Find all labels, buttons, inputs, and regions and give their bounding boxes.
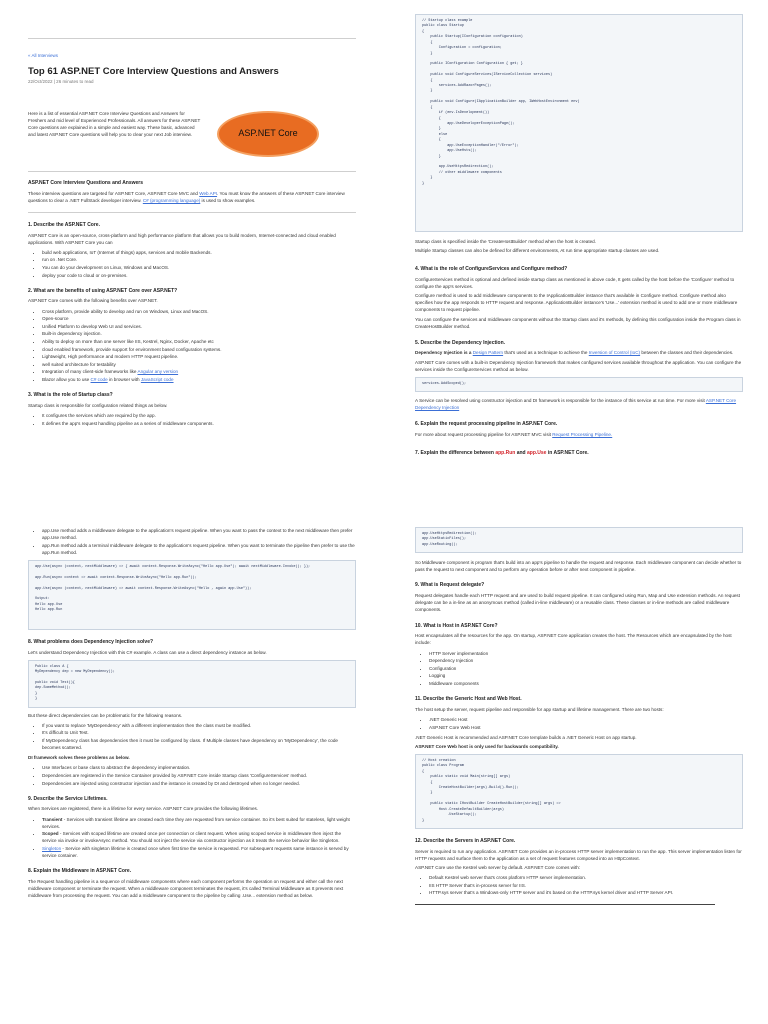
- list-item: • If you want to replace 'MyDependency' with a different implementation then the class must be modified.: [42, 722, 356, 729]
- app-use-code-block: app.Use(async (context, nextMiddleware) => { await context.Response.WriteAsync("Hello app.Use"); await nextMiddleware.Invoke(); }); app.Run(async context => await context.Response.WriteAsync("Hello app.Run")); app.Use(async (context, nextMiddleware) => await context.Response.WriteAsync("Hello , again app.Use")); Output: Hello app.Use Hello app.Run: [28, 560, 356, 630]
- aspnet-core-logo: [217, 111, 319, 157]
- list-item: • Logging: [429, 672, 743, 679]
- question-heading: 3. What is the role of Startup class?: [28, 392, 113, 399]
- question-heading: 9. What is Request delegate?: [415, 582, 485, 589]
- answer-text: Startup class is specified inside the 'CreateHostBuilder' method when the host is created.: [415, 239, 597, 244]
- list-item: • Default Kestrel web server that's cross platform HTTP server implementation.: [429, 874, 743, 881]
- list-item: • It defines the app's request handling pipeline as a series of middleware components.: [42, 420, 356, 427]
- answer-text: Request delegates handle each HTTP request and are used to build request pipeline. It can configured using Run, Map and Use extension methods. An request delegate can be a in-line as an anonymous method (called in-line middleware) or a reusable class. These classes or in-line methods are called middleware components.: [415, 593, 741, 613]
- answer-text: ASP.NET Core is an open-source, cross-platform and high performance platform that allows you to build modern, Internet-connected and cloud enabled applications. With ASP.NET Core you can: [28, 232, 336, 245]
- design-pattern-link[interactable]: Design Pattern: [472, 350, 504, 356]
- answer-text: The Request handling pipeline is a sequence of middleware components where each component performs the operation on request and either call the next middleware component or terminate the request. When a middleware component terminates the request, it's called Terminal Middleware as It prevents next middleware from processing the request. You can add a middleware component to the pipeline by calling .Use... extension method as below.: [28, 879, 344, 899]
- all-interviews-link[interactable]: « All Interviews: [28, 53, 59, 58]
- page-end-divider: [415, 904, 715, 905]
- answer-text: ASP.NET Core comes with the following benefits over ASP.NET.: [28, 298, 158, 304]
- answer-list: [42, 722, 356, 751]
- list-item: • Blazor allow you to use C# code in browser with JavaScript code: [42, 376, 356, 383]
- list-item: • app.Run method adds a terminal middleware delegate to the application's request pipeline. When you want to terminate the pipeline then prefer to use the app.Run method.: [42, 542, 356, 556]
- list-item: • It's difficult to Unit Test.: [42, 729, 356, 736]
- question-heading: 12. Describe the Servers in ASP.NET Core.: [415, 837, 516, 844]
- answer-text: Startup class is responsible for configuration related things as below.: [28, 402, 168, 408]
- answer-text: ConfigureServices method is optional and defined inside startup class as mentioned in above code, It gets called by the host before the 'Configure' method to configure the app's services.: [415, 276, 735, 290]
- answer-text: So Middleware component is program that's build into an app's pipeline to handle the request and response. Each middleware component can decide whether to pass the request to next component and to perform any operation before or after next component in pipeline.: [415, 560, 742, 573]
- list-item: • It configures the services which are required by the app.: [42, 412, 356, 419]
- answer-list: [429, 650, 743, 688]
- list-item: • Transient - Services with transient lifetime are created each time they are requested from service container. So it's best suited for stateless, light weight services.: [42, 816, 356, 830]
- middleware-code-block: app.UseHttpsRedirection(); app.UseStaticFiles(); app.UseRouting();: [415, 527, 743, 553]
- list-item: • deploy your code to cloud or on-premises.: [42, 272, 356, 279]
- answer-list: [42, 527, 356, 556]
- top-divider: [28, 38, 356, 39]
- answer-list: [42, 816, 356, 860]
- ioc-link[interactable]: Inversion of Control (IoC): [588, 350, 641, 356]
- list-item: • IIS HTTP Server that's in-process server for IIS.: [429, 882, 743, 889]
- list-item: • HTTP Server implementation: [429, 650, 743, 657]
- section-intro: These interview questions are targeted for ASP.NET Core, ASP.NET Core MVC and Web API. You must know the answers of these ASP.NET Core interview questions to clear a .NET FullStack developer interview. C# (programming language) is used to show examples.: [28, 190, 345, 203]
- answer-list: [42, 764, 356, 786]
- question-heading: 1. Describe the ASP.NET Core.: [28, 221, 100, 228]
- answer-text: Dependency Injection is a Design Pattern that's used as a technique to achieve the Inversion of Control (IoC) between the classes and their dependencies.: [415, 350, 734, 356]
- answer-text: For more about request processing pipeline for ASP.NET MVC visit Request Processing Pipeline.: [415, 432, 613, 438]
- answer-text: DI framework solves these problems as below.: [28, 755, 130, 761]
- answer-list: [42, 412, 356, 427]
- services-code-block: services.AddScoped();: [415, 377, 743, 392]
- question-heading: 6. Explain the request processing pipeline in ASP.NET Core.: [415, 421, 558, 428]
- question-heading: 11. Describe the Generic Host and Web Host.: [415, 696, 522, 703]
- answer-list: [429, 716, 743, 731]
- list-item: • Singleton - Service with singleton lifetime is created once when first time the service is requested. For subsequent requests same instance is served by service container.: [42, 845, 356, 859]
- angular-link[interactable]: Angular any version: [137, 369, 179, 375]
- singleton-link[interactable]: Singleton: [42, 846, 62, 852]
- page-1: [18, 0, 366, 505]
- answer-text: ASP.NET Core use the Kestrel web server by default. ASP.NET Core comes with:: [415, 864, 581, 870]
- startup-code-block: // Startup class example public class Startup { public Startup(IConfiguration configuration) { Configuration = configuration; } public IConfiguration Configuration { get; } public void ConfigureServices(IServiceCollection services) { services.AddRazorPages(); } public void Configure(IApplicationBuilder app, IWebHostEnvironment env) { if (env.IsDevelopment()) { app.UseDeveloperExceptionPage(); } else { app.UseExceptionHandler("/Error"); app.UseHsts(); } app.UseHttpsRedirection(); // other middleware components } }: [415, 14, 743, 232]
- question-heading: 7. Explain the difference between app.Run and app.Use in ASP.NET Core.: [415, 450, 589, 457]
- answer-text: But these direct dependencies can be problematic for the following reasons.: [28, 712, 183, 718]
- question-heading: 2. What are the benefits of using ASP.NET Core over ASP.NET?: [28, 287, 178, 294]
- answer-list: [42, 308, 356, 384]
- section-divider: [28, 171, 356, 172]
- answer-text: .NET Generic Host is recommended and ASP.NET Core template builds a .NET Generic Host on app startup.: [415, 734, 637, 740]
- page-2: [405, 0, 753, 505]
- list-item: • Dependencies are injected using constructor injection and the instance is created by DI and destroyed when no longer needed.: [42, 780, 356, 787]
- list-item: • run on .Net Core.: [42, 256, 356, 263]
- request-pipeline-link[interactable]: Request Processing Pipeline.: [552, 432, 613, 438]
- question-heading: 10. What is Host in ASP.NET Core?: [415, 622, 498, 629]
- list-item: • Unified Platform to develop Web UI and services.: [42, 323, 356, 330]
- answer-text: You can configure the services and middleware components without the Startup class and it's methods, by defining this configuration inside the Program class in CreateHostBuilder method.: [415, 316, 741, 329]
- answer-text: The host setup the server, request pipeline and responsible for app startup and lifetime management. There are two hosts:: [415, 706, 664, 712]
- answer-text: Configure method is used to add middleware components to the IApplicationBuilder instance that's available in Configure method. Configure method also specifies how the app responds to HTTP request and response. ApplicationBuilder instance's 'Use...' extension method is used to add one or more middleware components to request pipeline.: [415, 293, 738, 313]
- question-heading: 9. Describe the Service Lifetimes.: [28, 795, 108, 802]
- list-item: • .NET Generic Host: [429, 716, 743, 723]
- answer-list: [429, 874, 743, 896]
- answer-text: Host encapsulates all the resources for the app. On startup, ASP.NET Core application creates the host. The Resources which are encapsulated by the host include:: [415, 633, 732, 646]
- dependency-code-block: Public class A { MyDependency dep = new MyDependency(); public void Test(){ dep.SomeMethod(); } }: [28, 660, 356, 708]
- list-item: • cloud enabled framework, provide support for environment based configuration systems.: [42, 346, 356, 353]
- list-item: • Middleware components: [429, 680, 743, 687]
- post-meta: 22/Oct/2022 | 26 minutes to read: [28, 78, 94, 84]
- question-heading: 8. Explain the Middleware in ASP.NET Core.: [28, 868, 132, 875]
- csharp-link[interactable]: C# (programming language): [142, 197, 201, 203]
- answer-text: Let's understand Dependency Injection with this C# example. A class can use a direct dependency instance as below.: [28, 649, 267, 655]
- answer-text: Server is required to run any application. ASP.NET Core provides an in-process HTTP server implementation to run the app. This server implementation listen for HTTP requests and surface them to the application as a set of request features composed into an HttpContext.: [415, 848, 742, 861]
- answer-text: A Service can be resolved using constructor injection and DI framework is responsible for the instance of this service at run time. For more visit ASP.NET Core Dependency Injection: [415, 398, 737, 411]
- list-item: • Integration of many client-side frameworks like Angular any version: [42, 368, 356, 375]
- list-item: • build web applications, IoT (Internet of things) apps, services and mobile Backends.: [42, 249, 356, 256]
- di-link[interactable]: ASP.NET Core Dependency Injection: [415, 398, 737, 411]
- question-heading: 8. What problems does Dependency Injection solve?: [28, 638, 154, 645]
- list-item: • Scoped - Services with scoped lifetime are created once per connection or client request. When using scoped service in middleware then inject the service via invoke or invokeAsync method. You should not inject the service via constructor injection as it treats the service behavior like Singleton.: [42, 830, 356, 844]
- question-heading: 4. What is the role of ConfigureServices and Configure method?: [415, 266, 568, 273]
- web-api-link[interactable]: Web API: [199, 190, 218, 196]
- list-item: • app.Use method adds a middleware delegate to the application's request pipeline. When you want to pass the context to the next middleware then prefer app.Use method.: [42, 527, 356, 541]
- answer-text: When Services are registered, there is a lifetime for every service. ASP.NET Core provides the following lifetimes.: [28, 806, 259, 812]
- answer-text: ASP.NET Core Web host is only used for backwards compatibility.: [415, 743, 559, 749]
- answer-list: [42, 249, 356, 279]
- list-item: • Dependencies are registered in the Service Container provided by ASP.NET Core inside Startup class 'ConfigureServices' method.: [42, 772, 356, 779]
- host-code-block: // Host creation public class Program { public static void Main(string[] args) { CreateHostBuilder(args).Build().Run(); } public static IHostBuilder CreateHostBuilder(string[] args) => Host.CreateDefaultBuilder(args) .UseStartup(); }: [415, 754, 743, 829]
- list-item: • Built-in dependency injection.: [42, 330, 356, 337]
- page-3: [18, 515, 366, 1024]
- logo-text: ASP.NET Core: [238, 127, 298, 138]
- list-item: • Configuration: [429, 665, 743, 672]
- page-4: [405, 515, 753, 1024]
- section-divider: [28, 212, 356, 213]
- answer-text: ASP.NET Core comes with a built-in Dependency Injection framework that makes configured services available throughout the application. You can configure the services inside the ConfigureServices method as below.: [415, 359, 742, 372]
- question-heading: 5. Describe the Dependency Injection.: [415, 339, 506, 346]
- answer-text: Multiple Startup classes can also be defined for different environments, At run time appropriate startup classes are used.: [415, 248, 660, 254]
- csharp-code-link[interactable]: C# code: [90, 377, 108, 383]
- javascript-link[interactable]: JavaScript code: [140, 377, 174, 383]
- list-item: • If MyDependency class has dependencies then it must be configured by class. If Multiple classes have dependency on 'MyDependency', the code becomes scattered.: [42, 737, 356, 751]
- list-item: • HTTP.sys server that's a Windows-only HTTP server and it's based on the HTTP.sys kernel driver and HTTP Server API.: [429, 889, 743, 896]
- list-item: • Cross platform, provide ability to develop and run on Windows, Linux and MacOS.: [42, 308, 356, 315]
- list-item: • well suited architecture for testability: [42, 361, 356, 368]
- list-item: • Lightweight, High performance and modern HTTP request pipeline.: [42, 353, 356, 360]
- intro-text: Here is a list of essential ASP.NET Core Interview Questions and Answers for Freshers and mid level of Experienced Professionals. All answers for these ASP.NET Core questions are explained in a simple and easiest way. These basic, advanced and latest ASP.NET Core questions will help you to clear your next Job interview.: [28, 110, 201, 138]
- section-heading: ASP.NET Core Interview Questions and Answers: [28, 179, 144, 186]
- list-item: • Dependency Injection: [429, 657, 743, 664]
- list-item: • You can do your development on Linux, Windows and MacOS.: [42, 264, 356, 271]
- list-item: • Use Interfaces or base class to abstract the dependency implementation.: [42, 764, 356, 771]
- list-item: • Open-source: [42, 315, 356, 322]
- list-item: • ASP.NET Core Web Host: [429, 724, 743, 731]
- page-title: Top 61 ASP.NET Core Interview Questions and Answers: [28, 65, 279, 77]
- list-item: • Ability to deploy on more than one server like IIS, Kestrel, Nginx, Docker, Apache etc: [42, 338, 356, 345]
